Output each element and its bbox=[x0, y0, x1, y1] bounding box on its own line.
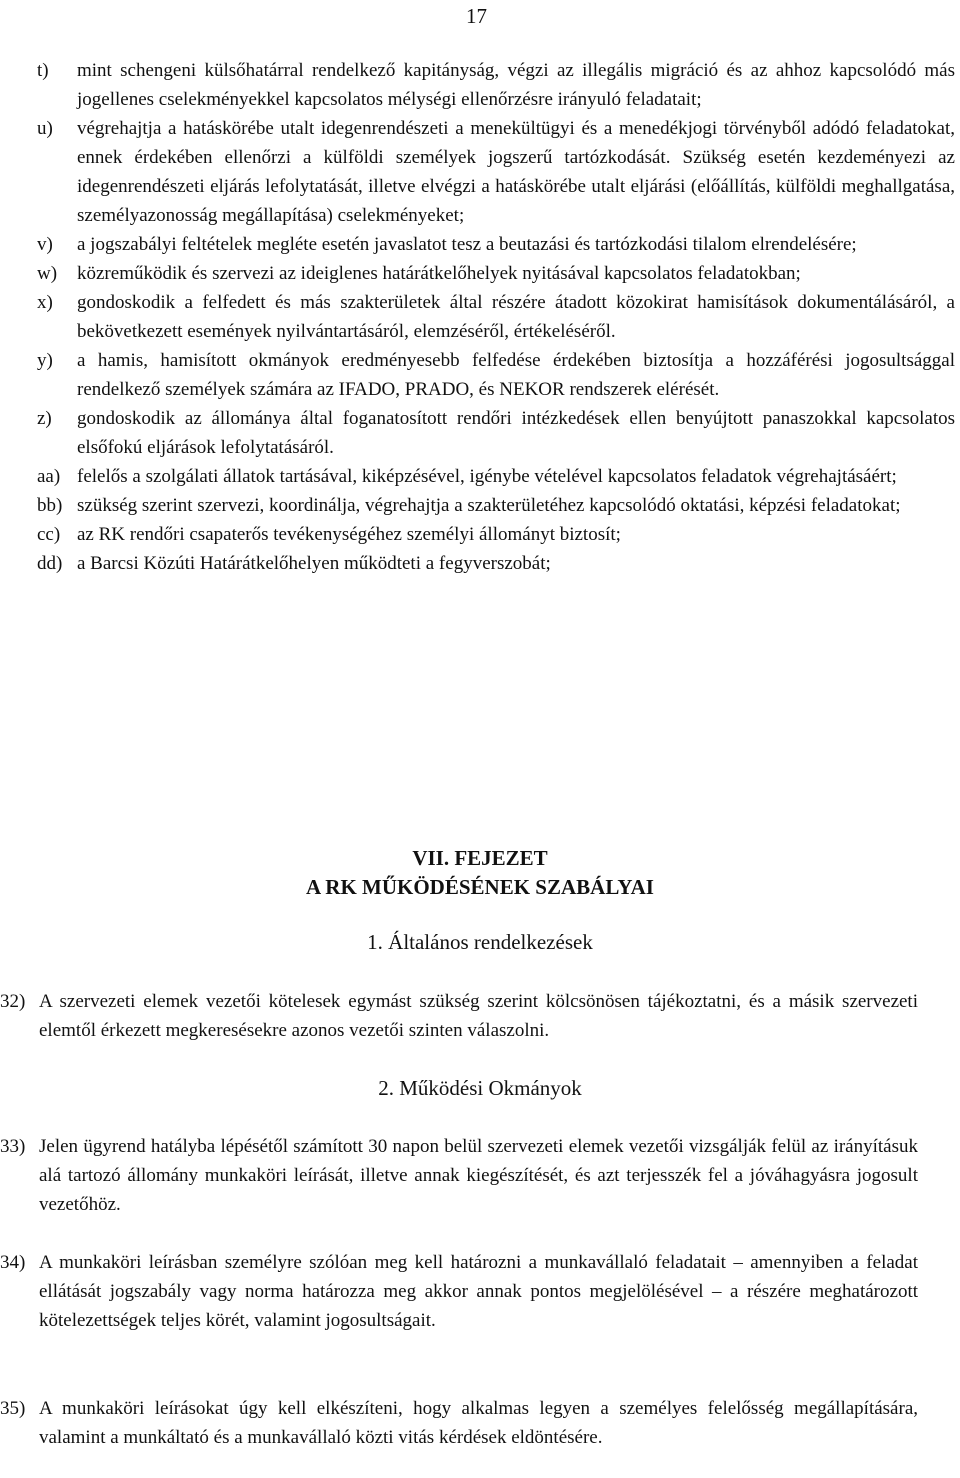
list-marker: w) bbox=[37, 263, 58, 284]
list-item bbox=[37, 404, 955, 462]
list-text: végrehajtja a hatáskörébe utalt idegenrendészeti a menekültügyi és a menedékjogi törvényből adódó feladatokat, ennek érdekében ellenőrzi a külföldi személyek jogszerű tartózkodását. Szükség esetén kezdeményezi az idegenrendészeti eljárás lefolytatását, illetve elvégzi a hatáskörébe utalt eljárási (előállítás, külföldi meghallgatása, személyazonosság megállapítása) cselekményeket; bbox=[77, 118, 955, 226]
task-list bbox=[37, 56, 955, 578]
paragraph-text: A munkaköri leírásban személyre szólóan meg kell határozni a munkavállaló feladatait – amennyiben a feladat ellátását jogszabály vagy norma határozza meg akkor annak pontos megjelölésével – a részére meghatározott kötelezettségek teljes körét, valamint jogosultságait. bbox=[39, 1252, 918, 1331]
list-text: szükség szerint szervezi, koordinálja, végrehajtja a szakterületéhez kapcsolódó oktatási, képzési feladatokat; bbox=[77, 495, 901, 516]
list-item bbox=[37, 491, 955, 520]
paragraph-text: A szervezeti elemek vezetői kötelesek egymást szükség szerint kölcsönösen tájékoztatni, és a másik szervezeti elemtől érkezett megkeresésekre azonos vezetői szinten válaszolni. bbox=[39, 991, 918, 1041]
chapter-subtitle: A RK MŰKÖDÉSÉNEK SZABÁLYAI bbox=[306, 875, 654, 899]
list-item bbox=[37, 288, 955, 346]
paragraph-35 bbox=[0, 1394, 918, 1452]
list-marker: aa) bbox=[37, 466, 61, 487]
list-item bbox=[37, 549, 955, 578]
paragraph-33 bbox=[0, 1132, 918, 1219]
paragraph-marker: 35) bbox=[0, 1398, 26, 1419]
list-text: közreműködik és szervezi az ideiglenes határátkelőhelyek nyitásával kapcsolatos feladatokban; bbox=[77, 263, 801, 284]
list-item bbox=[37, 114, 955, 230]
list-text: az RK rendőri csapaterős tevékenységéhez személyi állományt biztosít; bbox=[77, 524, 621, 545]
list-marker: dd) bbox=[37, 553, 63, 574]
list-text: a jogszabályi feltételek megléte esetén javaslatot tesz a beutazási és tartózkodási tilalom elrendelésére; bbox=[77, 234, 857, 255]
list-marker: v) bbox=[37, 234, 53, 255]
list-text: mint schengeni külsőhatárral rendelkező kapitányság, végzi az illegális migráció és az ahhoz kapcsolódó más jogellenes cselekményekkel kapcsolatos mélységi ellenőrzésre irányuló feladatait; bbox=[77, 60, 955, 110]
list-text: a hamis, hamisított okmányok eredményesebb felfedése érdekében biztosítja a hozzáférési jogosultsággal rendelkező személyek számára az IFADO, PRADO, és NEKOR rendszerek elérését. bbox=[77, 350, 955, 400]
paragraph-32 bbox=[0, 987, 918, 1045]
list-marker: t) bbox=[37, 60, 49, 81]
paragraph-marker: 34) bbox=[0, 1252, 26, 1273]
list-item bbox=[37, 56, 955, 114]
list-text: a Barcsi Közúti Határátkelőhelyen működteti a fegyverszobát; bbox=[77, 553, 551, 574]
paragraph-marker: 32) bbox=[0, 991, 26, 1012]
section-2-title: 2. Működési Okmányok bbox=[378, 1076, 582, 1100]
list-marker: u) bbox=[37, 118, 53, 139]
list-item bbox=[37, 259, 955, 288]
section-1-title: 1. Általános rendelkezések bbox=[367, 930, 593, 954]
list-item bbox=[37, 520, 955, 549]
list-marker: cc) bbox=[37, 524, 61, 545]
list-text: gondoskodik a felfedett és más szakterületek által részére átadott közokirat hamisítások dokumentálásáról, a bekövetkezett események nyilvántartásáról, elemzéséről, értékeléséről. bbox=[77, 292, 955, 342]
list-item bbox=[37, 230, 955, 259]
paragraph-34 bbox=[0, 1248, 918, 1335]
list-marker: x) bbox=[37, 292, 53, 313]
list-marker: z) bbox=[37, 408, 52, 429]
paragraph-marker: 33) bbox=[0, 1136, 26, 1157]
list-text: gondoskodik az állománya által foganatosított rendőri intézkedések ellen benyújtott panaszokkal kapcsolatos elsőfokú eljárások lefolytatásáról. bbox=[77, 408, 955, 458]
paragraph-text: Jelen ügyrend hatályba lépésétől számított 30 napon belül szervezeti elemek vezetői vizsgálják felül az irányításuk alá tartozó állomány munkaköri leírását, illetve annak kiegészítését, és azt terjesszék fel a jóváhagyásra jogosult vezetőhöz. bbox=[39, 1136, 918, 1215]
list-marker: bb) bbox=[37, 495, 63, 516]
page-number: 17 bbox=[466, 4, 487, 28]
chapter-title: VII. FEJEZET bbox=[412, 846, 548, 870]
paragraph-text: A munkaköri leírásokat úgy kell elkészíteni, hogy alkalmas legyen a személyes felelősség megállapítására, valamint a munkáltató és a munkavállaló közti vitás kérdések eldöntésére. bbox=[39, 1398, 918, 1448]
list-marker: y) bbox=[37, 350, 53, 371]
list-item bbox=[37, 346, 955, 404]
list-text: felelős a szolgálati állatok tartásával, kiképzésével, igénybe vételével kapcsolatos feladatok végrehajtásáért; bbox=[77, 466, 897, 487]
list-item bbox=[37, 462, 955, 491]
